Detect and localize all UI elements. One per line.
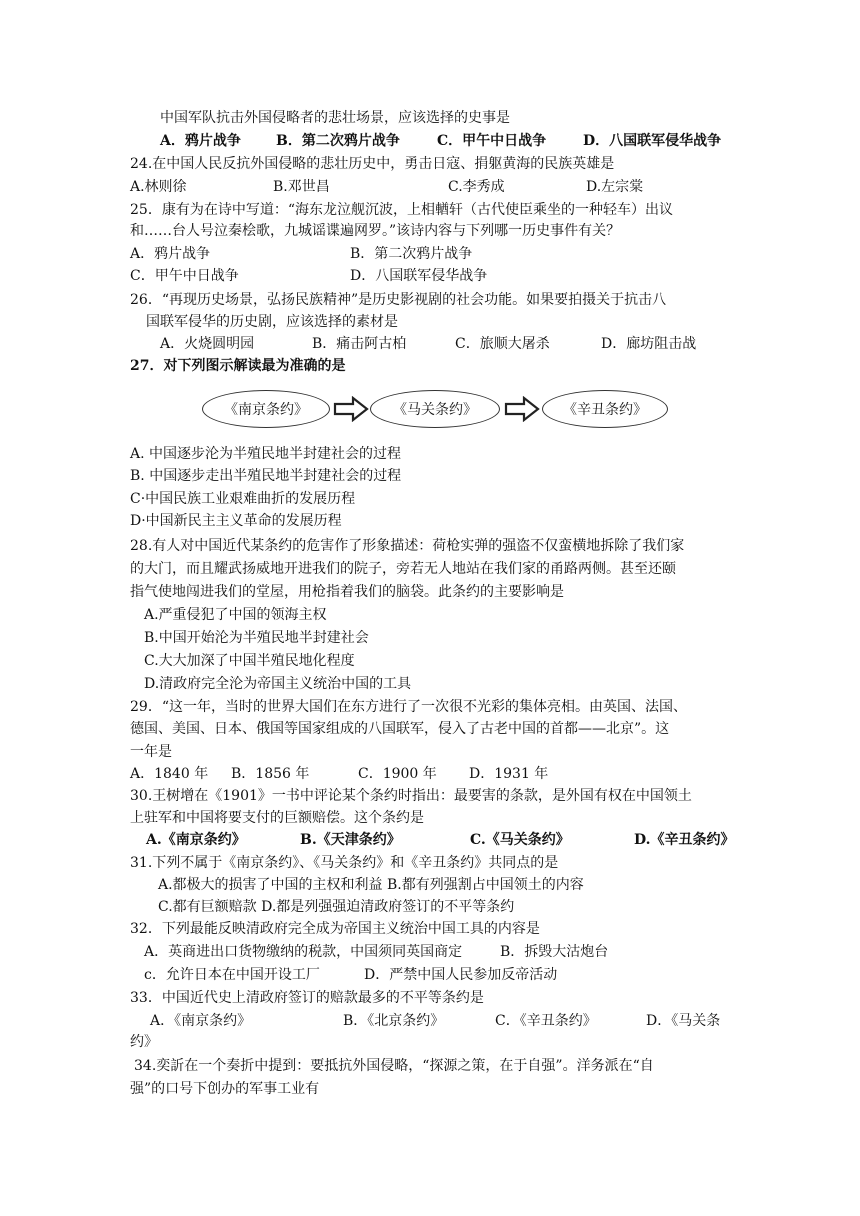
q30-option-a: A.《南京条约》 [146,832,246,848]
q28-option-c: C.大大加深了中国半殖民地化程度 [144,653,355,669]
q30-option-d: D.《辛丑条约》 [634,832,735,848]
q26-option-a: A．火烧圆明园 [160,336,255,352]
q28-stem-line2: 的大门，而且耀武扬威地开进我们的院子，旁若无人地站在我们家的甬路两侧。甚至还颐 [130,561,676,577]
q23-option-b: B．第二次鸦片战争 [276,133,400,149]
q32-option-d: D．严禁中国人民参加反帝活动 [364,967,558,983]
q33-option-d-wrap: 约》 [130,1034,158,1050]
q30-stem-line1: 30.王树增在《1901》一书中评论某个条约时指出：最要害的条款，是外国有权在中国领土 [130,788,692,804]
q26-stem-line1: 26．“再现历史场景，弘扬民族精神”是历史影视剧的社会功能。如果要拍摄关于抗击八 [130,292,667,308]
q34-stem-line1: 34.奕訢在一个奏折中提到：要抵抗外国侵略，“探源之策，在于自强”。洋务派在“自 [134,1058,654,1074]
q34-stem-line2: 强”的口号下创办的军事工业有 [130,1081,320,1097]
q26-option-b: B．痛击阿古柏 [312,336,407,352]
q29-stem-line1: 29．“这一年，当时的世界大国们在东方进行了一次很不光彩的集体亮相。由英国、法国、 [130,699,687,715]
q24-option-c: C.李秀成 [448,179,505,195]
q29-stem-line3: 一年是 [130,744,172,760]
q28-option-a: A.严重侵犯了中国的领海主权 [144,607,327,623]
q25-option-c: C．甲午中日战争 [130,268,239,284]
q33-option-d: D．《马关条 [646,1013,721,1029]
q23-option-d: D．八国联军侵华战争 [583,133,722,149]
q30-option-c: C.《马关条约》 [470,832,570,848]
q32-option-b: B．拆毁大沽炮台 [500,944,609,960]
q28-option-d: D.清政府完全沦为帝国主义统治中国的工具 [144,676,412,692]
q24-option-a: A.林则徐 [130,179,187,195]
q31-stem: 31.下列不属于《南京条约》、《马关条约》和《辛丑条约》共同点的是 [130,855,559,871]
q26-stem-line2: 国联军侵华的历史剧，应该选择的素材是 [146,314,398,330]
q29-option-a: A．1840 年 [130,766,209,782]
q28-stem-line1: 28.有人对中国近代某条约的危害作了形象描述：荷枪实弹的强盗不仅蛮横地拆除了我们家 [130,538,685,554]
treaty-sequence-diagram [200,386,670,434]
q24-stem: 24.在中国人民反抗外国侵略的悲壮历史中，勇击日寇、捐躯黄海的民族英雄是 [130,156,615,172]
q28-stem-line3: 指气使地闯进我们的堂屋，用枪指着我们的脑袋。此条约的主要影响是 [130,584,564,600]
q25-option-b: B．第二次鸦片战争 [350,246,473,262]
q25-option-a: A．鸦片战争 [130,246,211,262]
diagram-node-nanjing: 《南京条约》 [202,390,330,428]
q33-option-a: A．《南京条约》 [150,1013,252,1029]
q26-option-d: D．廊坊阻击战 [601,336,697,352]
q25-stem-line1: 25．康有为在诗中写道：“海东龙泣舰沉波，上相輶轩（古代使臣乘坐的一种轻车）出议 [130,202,673,218]
q27-option-b: B. 中国逐步走出半殖民地半封建社会的过程 [130,468,402,484]
q29-option-d: D．1931 年 [469,766,549,782]
diagram-node-xinchou: 《辛丑条约》 [542,390,668,428]
q31-options-line1: A.都极大的损害了中国的主权和利益 B.都有列强割占中国领土的内容 [158,877,584,893]
q25-option-d: D．八国联军侵华战争 [350,268,488,284]
q25-stem-line2: 和……台人号泣秦桧歌，九城谣谍遍网罗。”该诗内容与下列哪一历史事件有关？ [130,223,621,239]
q32-option-c: c．允许日本在中国开设工厂 [144,967,320,983]
q23-stem: 中国军队抗击外国侵略者的悲壮场景，应该选择的史事是 [160,110,510,126]
q29-option-b: B．1856 年 [231,766,310,782]
q31-options-line2: C.都有巨额赔款 D.都是列强强迫清政府签订的不平等条约 [158,899,515,915]
q29-option-c: C．1900 年 [358,766,437,782]
q28-option-b: B.中国开始沦为半殖民地半封建社会 [144,630,369,646]
q27-option-c: C·中国民族工业艰难曲折的发展历程 [130,491,356,507]
q33-stem: 33．中国近代史上清政府签订的赔款最多的不平等条约是 [130,990,484,1006]
q33-option-c: C．《辛丑条约》 [495,1013,597,1029]
q33-option-b: B．《北京条约》 [343,1013,445,1029]
q30-option-b: B.《天津条约》 [300,832,401,848]
q32-stem: 32．下列最能反映清政府完全成为帝国主义统治中国工具的内容是 [130,921,540,937]
q24-option-b: B.邓世昌 [273,179,330,195]
q26-option-c: C．旅顺大屠杀 [455,336,550,352]
q29-stem-line2: 德国、美国、日本、俄国等国家组成的八国联军，侵入了古老中国的首都——北京”。这 [130,721,670,737]
q23-option-c: C．甲午中日战争 [437,133,547,149]
q27-option-d: D·中国新民主主义革命的发展历程 [130,513,342,529]
q27-option-a: A. 中国逐步沦为半殖民地半封建社会的过程 [130,446,402,462]
q23-option-a: A．鸦片战争 [160,133,241,149]
q27-stem: 27．对下列图示解读最为准确的是 [130,358,346,374]
q30-stem-line2: 上驻军和中国将要支付的巨额赔偿。这个条约是 [130,810,424,826]
diagram-node-maguan: 《马关条约》 [370,390,500,428]
q32-option-a: A．英商进出口货物缴纳的税款，中国须同英国商定 [144,944,463,960]
q24-option-d: D.左宗棠 [586,179,644,195]
right-arrow-icon [333,396,369,422]
right-arrow-icon [504,396,540,422]
